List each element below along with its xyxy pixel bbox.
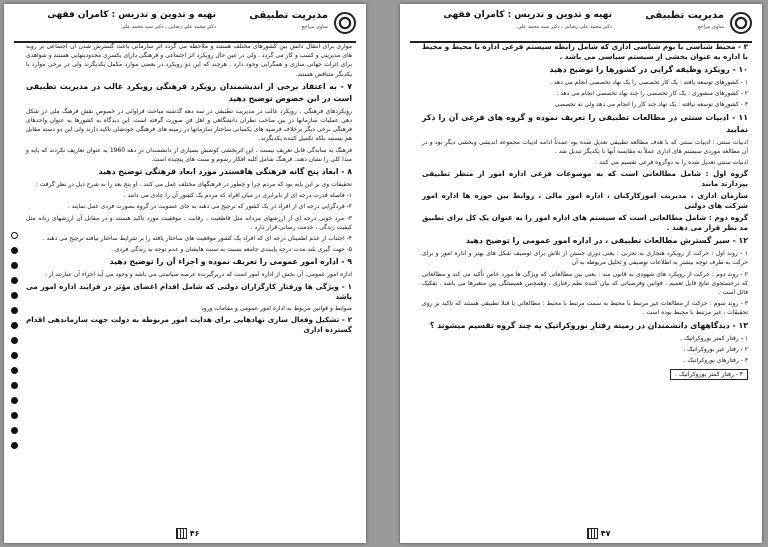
paragraph: گروه اول : شامل مطالعاتی است که به موضوعات فرعی اداره امور از منظر تطبیقی بپردازند مانند [422,169,748,189]
list-item: ۲ - کشورهای منشوری : یک کار تخصصی را چند نهاد تخصصی انجام می دهد . [556,90,748,98]
binding-hole-icon [11,352,18,359]
header-subtitle: ساوی مراجع [301,24,328,30]
list-item: ۱ - کشورهای توسعه یافته : یک کار تخصصی را یک نهاد تخصصی انجام می دهد . [549,79,748,86]
list-item: ۳ - کشورهای توسعه نیافته : یک نهاد چند کار را انجام می دهد ولی نه تخصصی [554,101,748,109]
page-body [26,42,352,337]
section-heading: ۷ - به اعتقاد برخی از اندیشمندان رویکرد فرهنگی رویکرد غالب در مدیریت تطبیقی است در این خصوص توضیح دهید [26,81,352,103]
binding-hole-icon [11,382,18,389]
series-title: مدیریت تطبیقی [645,10,724,21]
section-heading: ۱۰ - رویکرد وظیفه گرایی در کشورها را توضیح دهید [549,65,748,74]
binding-hole-icon [11,412,18,419]
paragraph: ۲ - روند دوم : حرکت از رویکرد های شهودی به قانون مند : یعنی بین مطالعاتی که ویژگی ها مورد خاص تأکید می کند و مطالعاتی که درجستجوی نتایج قابل تعمیم ، قوانین وفرضیاتی که بیان کننده نظم رفتاری ، وهمچنین همبستگی بین متغیرها می باشد . تفکیک قائل است . [422,270,748,297]
binding-holes [10,232,18,457]
section-heading: ۱۱ - ادبیات سنتی در مطالعات تطبیقی را تعریف نموده و گروه های فرعی آن را ذکر نمایید [422,112,748,134]
paragraph: ادبیات سنتی تعدیل شده را به دوگروه فرعی تقسیم می کنند : [595,159,748,167]
binding-hole-icon [11,367,18,374]
page-body [422,42,748,382]
list-item: ۱ - رفتار کمتر بوروکراتیک . [680,334,748,342]
page-number-text: ۴۶ [189,529,200,538]
boxed-text: ۴ - رفتار کمتر بوروکراتیک . [670,369,748,380]
binding-hole-icon [11,397,18,404]
list-item: ۳- مرد خویی درجه ای از ارزشهای مردانه مثل قاطعیت ، رقابت ، موفقیت مورد تاکید هستند و در مقابل آن ارزشهای زنانه مثل کیفیت زندگی ، خدمت رسانی قرار دارد . [26,214,352,231]
page-number [174,528,200,539]
binding-hole-icon [11,337,18,344]
section-heading: ۱۲ - سیر گسترش مطالعات تطبیقی ، در اداره امور عمومی را توضیح دهید [465,236,748,246]
paragraph: ضوابط و قوانین مربوط به اداره امور عمومی و مقامات ورود [201,304,352,312]
page-right [400,4,762,543]
paragraph: ادبیات سنتی : ادبیات سنتی که با هدف مطالعه تطبیقی تعدیل شده بود عمدتاً ادامه ادبیات مجموعه اندیشی وبخشی دیگر بود و در آن مطالعه موردی سیستم های اداری عملاً به مقایسه آنها با یکدیگر تبدیل شد . [422,138,748,155]
binding-hole-icon [11,322,18,329]
page-header [14,10,356,38]
list-item: ۱ - ویژگی ها ورفتار کارگزاران دولتی که شامل اقدام اعضای مؤثر در فرایند اداره امور می باشد [26,281,352,301]
emblem-icon [730,12,752,34]
binding-hole-icon [11,232,18,239]
binding-hole-icon [11,292,18,299]
list-item: ۲ - تشکیل وفعال سازی نهادهایی برای هدایت امور مربوطه به دولت جهت سازماندهی اقدام گسترده اداری [26,314,352,334]
list-item: ۲ - رفتار غیر بوروکراتیک . [683,345,748,353]
series-title: مدیریت تطبیقی [249,10,328,21]
list-item: ۱- فاصله قدرت درجه ای از نابرابری در میان افراد که مردم یک کشور آن را عادی می دانند . [123,192,352,200]
section-heading: ۱۳ - دیدگاههای دانشمندان در زمینه رفتار بوروکراتیک به چند گروه تقسیم میشوند ؟ [429,320,748,330]
page-number-icon [587,528,598,539]
paragraph: اداره امور عمومی، آن بخش از اداره امور است که دربرگیرنده عرصه سیاستی می باشد و وجود می آید اجزاء آن عبارتند از : [44,271,352,279]
page-header [410,10,752,38]
header-authors: دکتر محمد علی رضایی ، دکتر سید محمد علی [121,24,216,30]
header-authors: دکتر محمد علی رضایی ، دکتر سید محمد علی [517,24,612,30]
binding-hole-icon [11,277,18,284]
course-title: تهیه و تدوین و تدریس : کامران فقهی [443,10,612,20]
list-item-boxed [422,367,748,380]
course-title: تهیه و تدوین و تدریس : کامران فقهی [47,10,216,20]
binding-hole-icon [11,427,18,434]
binding-hole-icon [11,247,18,254]
paragraph: سازمان اداری ، مدیریت امورکارکنان ، اداره امور مالی ، روابط بین حوزه ها اداره امور شرکت های دولتی [422,191,748,211]
list-item: ۴- اجتناب از عدم اطمینان درجه ای که افراد یک کشور موقعیت های ساختار یافته را بر شرایط ساختار نیافته ترجیح می دهند . [42,235,352,243]
page-number-text: ۴۷ [600,529,611,538]
paragraph: ۳ - روند سوم : حرکت از مطالعات غیر مرتبط با محیط به سمت مرتبط با محیط : مطالعاتی یا قبلا تطبیقی هستند که تاکید بر روی تحقیقات ، غیر مرتبط با محیط بوده است . [422,300,748,317]
list-item: ۲- فردگرایی درجه ای از افراد در یک کشور که ترجیح می دهند به جای عضویت در گروه بصورت فردی عمل نمایند . [67,203,352,211]
page-left [4,4,366,543]
binding-hole-icon [11,262,18,269]
paragraph: مواری برای انتقال دانش بین کشورهای مختلف هستند و ملاحظه می گردد اثر سازمانی باعث گسترش شدن آن اجتماعی بر روبه های مدیریتی و کسب و کار می گردد . ولی در عین حال رویکرد اثر اجتماعی و فرهنگی دارای یکسری محدودیتهایی هستند و شواهدی برای اثرات جهانی سازی و همگرایی وجود دارد . هرچند که این دو رویکرد در بعضی موارد مکمل یکدیگرند ولی در برخی موارد با یکدیگر متناقض هستند. [26,43,352,78]
header-subtitle: ساوی مراجع [697,24,724,30]
emblem-icon [334,12,356,34]
paragraph: تحقیقات وی بر این پایه بود که مردم چرا و چطور در فرهنگهای مختلف عمل می کنند . او پنج بعد را به شرح ذیل در نظر گرفت : [35,181,352,189]
page-number [585,528,611,539]
paragraph: گروه دوم : شامل مطالعاتی است که سیستم های اداره امور را به عنوان یک کل برای تطبیق مد نظر قرار می دهند . [422,213,748,233]
binding-hole-icon [11,307,18,314]
section-heading: ۸ - ابعاد پنج گانه فرهنگی هافستدر مورد ابعاد فرهنگی توضیح دهید [98,167,352,177]
paragraph: ۱ - روند اول : حرکت از رویکرد هنجاری به تجربی : یعنی دوری جستن از تلاش برای توصیف شکل های بهتر و اداره امور و برای حرکت به طرف توجه بیشتر به اطلاعات توصیفی و تحلیل مربوطه به آن [422,250,748,267]
paragraph: فرهنگ به ساندگی قابل تعریف نیست ، این اثربخشی کوشش بسیاری از دانشمندان در دهه 1960 به عنوان تعاریف نکردند که پایه و مبدا کلی را نشان دهند. فرهنگ شامل کلیه افکار رسوم و سنت های پیچیده است. [26,146,352,163]
paragraph: ۳ - محیط شناسی یا بوم شناسی اداری که شامل رابطه سیستم فرعی اداره با محیط و محیط با اداره به عنوان بخشی از سیستم سیاسی می باشد . [422,42,748,61]
list-item: ۵- جهت گیری بلند مدت درجه پایبندی جامعه نسبت به سنت هایشان و عدم توجه به زندگی فردی . [111,246,352,254]
page-number-icon [176,528,187,539]
paragraph: رویکردهای فرهنگی ، رویکرد غالب در مدیریت تطبیقی در سه دهه گذشته مباحث فراوانی در خصوص نقش فرهنگ ملی در شکل دهی عملیات سازمانها در بین صاحب نظران دانشگاهی و اهل فن صورت گرفته است. این دیدگاه به کشورها به عنوان واحدهای فرهنگی برخی دیگر برخلاف فرضیه های یکسانی ساختار سازمانها در زمینه های فرهنگی خودشان تاکید دارند ولی این دو دسته مقابل هم نیستند بلکه تکمیل کننده یکدیگرند. [26,107,352,143]
binding-hole-icon [11,442,18,449]
section-heading: ۹ - اداره امور عمومی را تعریف نموده و اجزاء آن را توضیح دهید [109,257,352,267]
list-item: ۳ - رفتارهای بوروکراتیک . [683,357,748,365]
